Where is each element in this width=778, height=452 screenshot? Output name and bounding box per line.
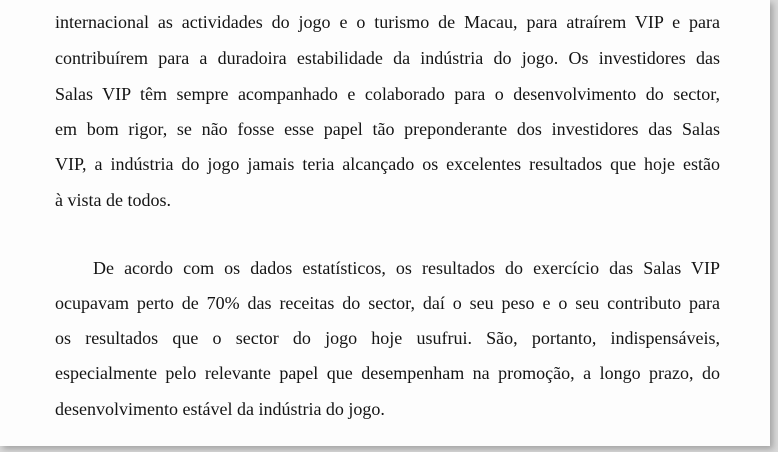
- paragraph-line: De acordo com os dados estatísticos, os resultados do exercício das Salas VIP: [93, 258, 720, 278]
- paragraph-line: desenvolvimento estável da indústria do jogo.: [55, 399, 385, 419]
- paragraph-line: à vista de todos.: [55, 190, 171, 210]
- paragraph-line: em bom rigor, se não fosse esse papel tão preponderante dos investidores das Salas: [55, 119, 720, 139]
- paragraph-line: os resultados que o sector do jogo hoje usufrui. São, portanto, indispensáveis,: [55, 328, 720, 348]
- paragraph-line: internacional as actividades do jogo e o turismo de Macau, para atraírem VIP e para: [55, 12, 720, 32]
- paragraph-line: ocupavam perto de 70% das receitas do sector, daí o seu peso e o seu contributo para: [55, 293, 720, 313]
- paragraph-line: Salas VIP têm sempre acompanhado e colaborado para o desenvolvimento do sector,: [55, 84, 720, 104]
- paragraph-line: VIP, a indústria do jogo jamais teria alcançado os excelentes resultados que hoje estão: [55, 154, 720, 174]
- paragraph-line: especialmente pelo relevante papel que desempenham na promoção, a longo prazo, do: [55, 363, 720, 383]
- paragraph-line: contribuírem para a duradoira estabilidade da indústria do jogo. Os investidores das: [55, 48, 720, 68]
